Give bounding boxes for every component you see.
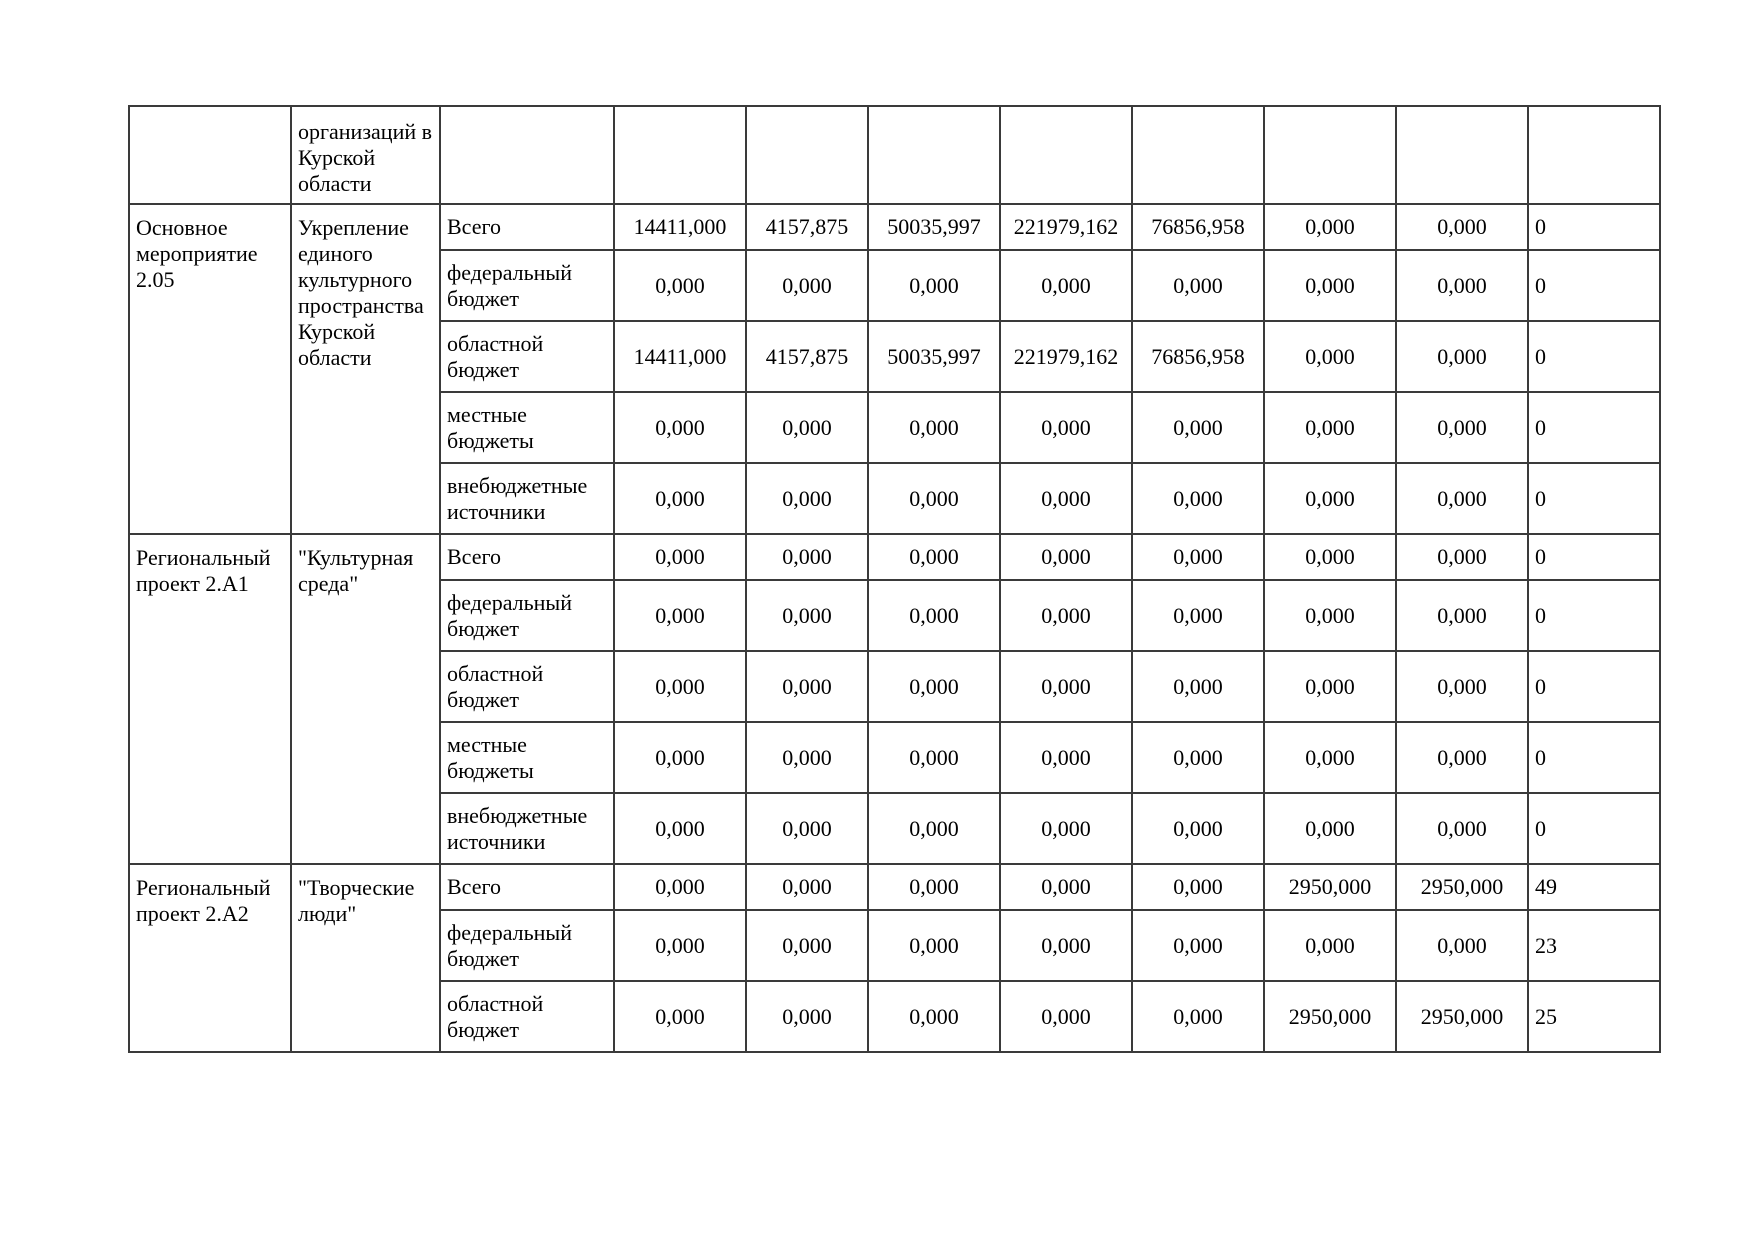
value-cell: 0,000 [614,651,746,722]
name-cell: Укрепление единого культурного пространства Курской области [291,204,440,534]
value-cell: 0,000 [746,722,868,793]
value-cell-clipped: 0 [1528,463,1660,534]
value-cell: 14411,000 [614,204,746,250]
value-cell: 0,000 [614,722,746,793]
value-cell-clipped: 0 [1528,321,1660,392]
name-cell: организаций в Курской области [291,106,440,204]
value-cell: 0,000 [1132,463,1264,534]
value-cell-clipped: 25 [1528,981,1660,1052]
value-cell: 0,000 [614,250,746,321]
value-cell: 0,000 [1396,321,1528,392]
name-cell: "Культурная среда" [291,534,440,864]
value-cell: 0,000 [1396,651,1528,722]
value-cell: 0,000 [746,463,868,534]
source-cell: Всего [440,864,614,910]
value-cell: 0,000 [1000,981,1132,1052]
value-cell: 0,000 [1396,392,1528,463]
source-cell: областной бюджет [440,981,614,1052]
value-cell: 0,000 [1396,463,1528,534]
value-cell: 0,000 [614,981,746,1052]
value-cell: 0,000 [746,981,868,1052]
value-cell: 0,000 [868,250,1000,321]
value-cell-clipped: 0 [1528,250,1660,321]
value-cell: 0,000 [1396,534,1528,580]
source-cell: Всего [440,534,614,580]
value-cell: 2950,000 [1396,981,1528,1052]
value-cell: 0,000 [1396,793,1528,864]
value-cell: 0,000 [1000,651,1132,722]
value-cell: 0,000 [1264,250,1396,321]
value-cell [868,106,1000,204]
source-cell: федеральный бюджет [440,580,614,651]
value-cell: 2950,000 [1264,864,1396,910]
table-row-continuation [129,106,1660,204]
value-cell: 0,000 [1264,651,1396,722]
value-cell: 0,000 [1000,864,1132,910]
value-cell: 0,000 [1000,392,1132,463]
value-cell: 0,000 [1132,910,1264,981]
value-cell: 0,000 [1000,722,1132,793]
value-cell-clipped: 0 [1528,392,1660,463]
value-cell-clipped [1528,106,1660,204]
value-cell [746,106,868,204]
value-cell: 0,000 [614,580,746,651]
value-cell: 0,000 [1264,321,1396,392]
value-cell-clipped: 0 [1528,793,1660,864]
value-cell: 14411,000 [614,321,746,392]
event-cell: Региональный проект 2.А1 [129,534,291,864]
value-cell: 0,000 [1264,580,1396,651]
source-cell: местные бюджеты [440,722,614,793]
value-cell [1132,106,1264,204]
source-cell: федеральный бюджет [440,250,614,321]
value-cell: 0,000 [1396,910,1528,981]
value-cell: 0,000 [614,793,746,864]
source-cell: Всего [440,204,614,250]
value-cell: 0,000 [1396,250,1528,321]
value-cell: 0,000 [1396,580,1528,651]
value-cell: 2950,000 [1264,981,1396,1052]
value-cell: 0,000 [868,392,1000,463]
value-cell: 0,000 [1132,722,1264,793]
value-cell-clipped: 0 [1528,722,1660,793]
value-cell: 0,000 [614,463,746,534]
value-cell: 221979,162 [1000,204,1132,250]
value-cell: 50035,997 [868,204,1000,250]
value-cell: 0,000 [614,392,746,463]
value-cell: 0,000 [614,864,746,910]
value-cell: 0,000 [1000,463,1132,534]
value-cell: 50035,997 [868,321,1000,392]
value-cell: 0,000 [614,534,746,580]
source-cell: местные бюджеты [440,392,614,463]
value-cell: 0,000 [614,910,746,981]
value-cell: 2950,000 [1396,864,1528,910]
value-cell: 0,000 [1000,580,1132,651]
value-cell: 0,000 [746,392,868,463]
value-cell: 0,000 [1132,250,1264,321]
value-cell [1000,106,1132,204]
value-cell [1264,106,1396,204]
value-cell: 221979,162 [1000,321,1132,392]
table-row [129,864,1660,910]
value-cell: 0,000 [868,981,1000,1052]
value-cell: 4157,875 [746,204,868,250]
event-cell: Основное мероприятие 2.05 [129,204,291,534]
value-cell: 0,000 [1396,722,1528,793]
value-cell: 0,000 [1000,910,1132,981]
value-cell: 0,000 [868,722,1000,793]
value-cell: 0,000 [1132,580,1264,651]
value-cell: 0,000 [746,534,868,580]
value-cell: 0,000 [868,864,1000,910]
value-cell: 0,000 [868,910,1000,981]
value-cell: 0,000 [868,463,1000,534]
value-cell: 0,000 [1132,981,1264,1052]
value-cell-clipped: 23 [1528,910,1660,981]
event-cell [129,106,291,204]
value-cell: 0,000 [746,910,868,981]
value-cell: 0,000 [1000,250,1132,321]
event-cell: Региональный проект 2.А2 [129,864,291,1052]
value-cell: 0,000 [868,534,1000,580]
source-cell: внебюджетные источники [440,793,614,864]
value-cell: 0,000 [868,580,1000,651]
value-cell: 0,000 [1396,204,1528,250]
value-cell-clipped: 49 [1528,864,1660,910]
source-cell [440,106,614,204]
table-row [129,534,1660,580]
value-cell: 76856,958 [1132,321,1264,392]
value-cell: 76856,958 [1132,204,1264,250]
value-cell: 0,000 [1264,204,1396,250]
value-cell: 0,000 [1132,534,1264,580]
value-cell: 0,000 [1132,651,1264,722]
value-cell-clipped: 0 [1528,204,1660,250]
value-cell [1396,106,1528,204]
value-cell: 0,000 [1264,722,1396,793]
value-cell: 0,000 [1132,392,1264,463]
value-cell: 0,000 [1264,392,1396,463]
table-row [129,204,1660,250]
value-cell: 0,000 [1132,793,1264,864]
value-cell: 0,000 [1264,534,1396,580]
value-cell: 0,000 [1132,864,1264,910]
value-cell: 4157,875 [746,321,868,392]
value-cell: 0,000 [868,651,1000,722]
source-cell: внебюджетные источники [440,463,614,534]
value-cell: 0,000 [1264,793,1396,864]
value-cell: 0,000 [746,864,868,910]
source-cell: федеральный бюджет [440,910,614,981]
value-cell: 0,000 [746,250,868,321]
value-cell: 0,000 [746,793,868,864]
value-cell-clipped: 0 [1528,651,1660,722]
value-cell: 0,000 [1264,463,1396,534]
budget-table [128,105,1661,1053]
source-cell: областной бюджет [440,651,614,722]
name-cell: "Творческие люди" [291,864,440,1052]
value-cell: 0,000 [746,580,868,651]
value-cell-clipped: 0 [1528,534,1660,580]
value-cell: 0,000 [746,651,868,722]
source-cell: областной бюджет [440,321,614,392]
value-cell: 0,000 [1000,534,1132,580]
value-cell-clipped: 0 [1528,580,1660,651]
value-cell: 0,000 [868,793,1000,864]
value-cell: 0,000 [1000,793,1132,864]
value-cell [614,106,746,204]
value-cell: 0,000 [1264,910,1396,981]
